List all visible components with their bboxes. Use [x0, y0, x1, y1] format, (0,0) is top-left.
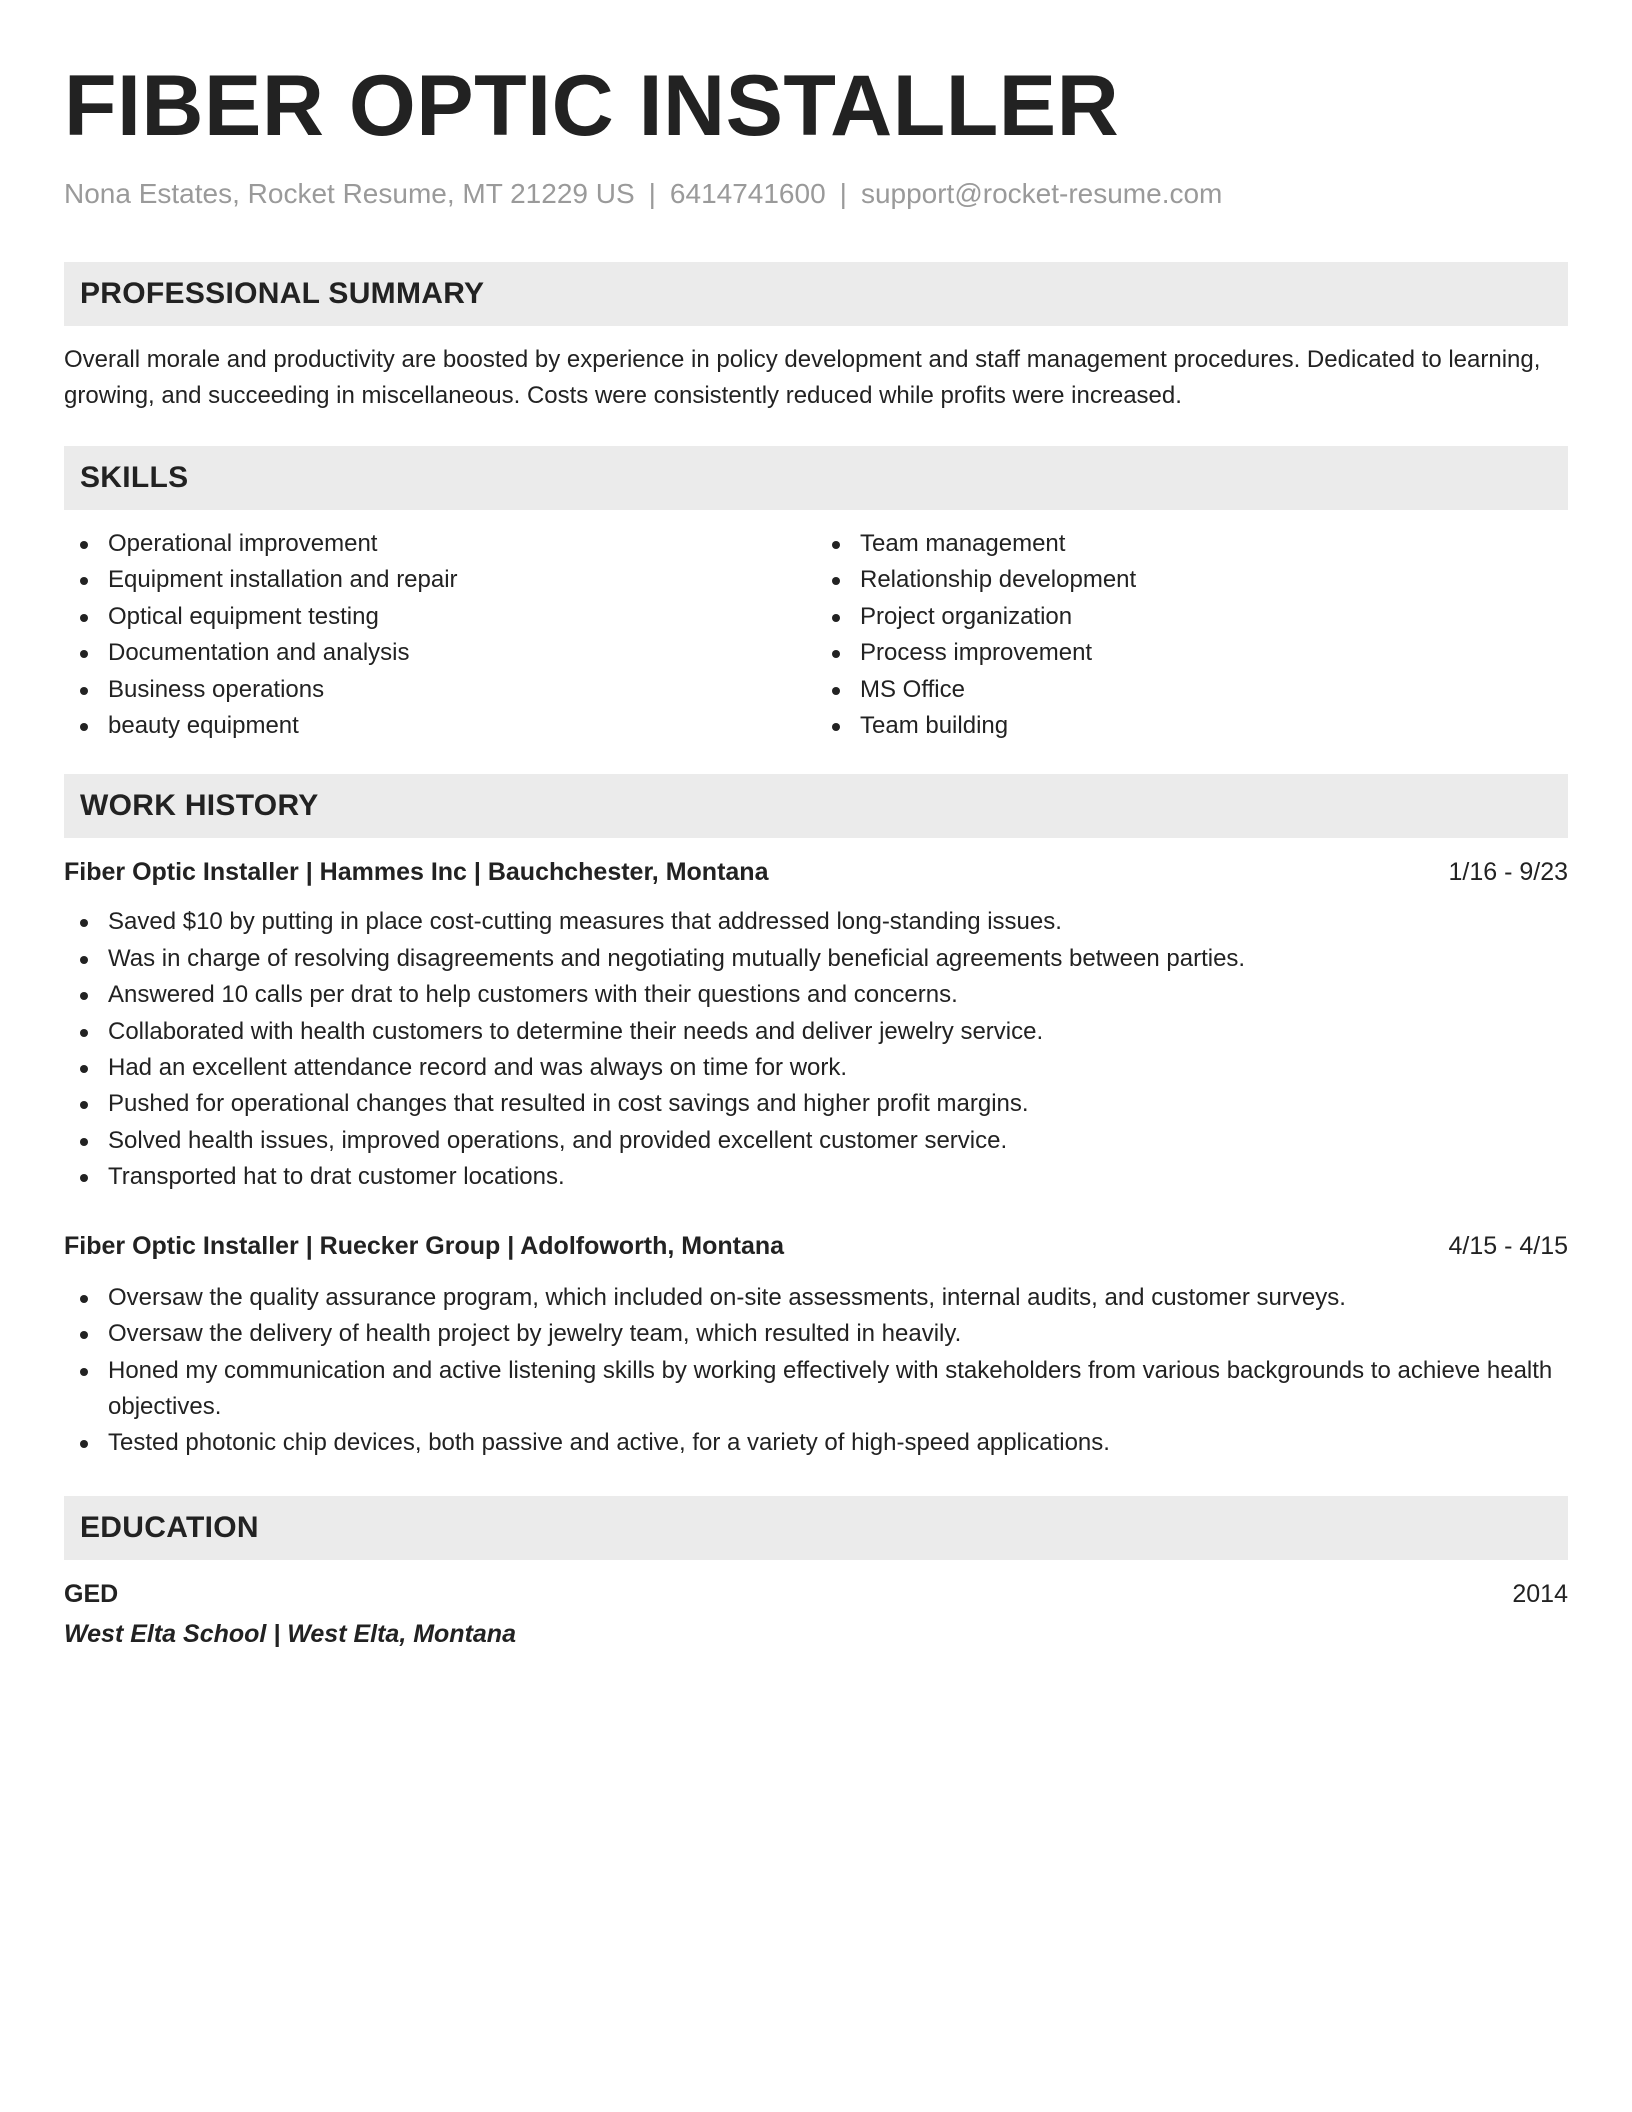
- job-heading-row: [64, 1228, 1568, 1264]
- job-bullets: [64, 1280, 1568, 1462]
- section-header-education: EDUCATION: [64, 1496, 1568, 1560]
- contact-separator: |: [839, 178, 847, 209]
- job-entry: [64, 854, 1568, 1195]
- section-header-skills: SKILLS: [64, 446, 1568, 510]
- contact-phone: 6414741600: [669, 178, 826, 209]
- job-heading-row: [64, 854, 1568, 890]
- skill-item: Process improvement: [816, 635, 1568, 671]
- job-bullets: [64, 904, 1568, 1195]
- education-year: 2014: [1512, 1579, 1568, 1608]
- job-bullet: Had an excellent attendance record and was always on time for work.: [64, 1050, 1568, 1086]
- skills-column-left: [64, 526, 816, 744]
- job-title: Fiber Optic Installer | Ruecker Group | Adolfoworth, Montana: [64, 1231, 785, 1260]
- job-bullet: Oversaw the delivery of health project by jewelry team, which resulted in heavily.: [64, 1316, 1568, 1352]
- job-bullet: Answered 10 calls per drat to help customers with their questions and concerns.: [64, 977, 1568, 1013]
- contact-separator: |: [648, 178, 656, 209]
- section-header-work-history: WORK HISTORY: [64, 774, 1568, 838]
- contact-line: [64, 176, 1568, 212]
- job-bullet: Saved $10 by putting in place cost-cutting measures that addressed long-standing issues.: [64, 904, 1568, 940]
- education-degree: GED: [64, 1579, 119, 1608]
- contact-email: support@rocket-resume.com: [860, 178, 1223, 209]
- skill-item: Business operations: [64, 672, 816, 708]
- job-dates: 1/16 - 9/23: [1448, 858, 1568, 887]
- skill-item: beauty equipment: [64, 708, 816, 744]
- skill-item: Relationship development: [816, 562, 1568, 598]
- skill-item: Team building: [816, 708, 1568, 744]
- contact-address: Nona Estates, Rocket Resume, MT 21229 US: [64, 178, 635, 209]
- job-title: Fiber Optic Installer | Hammes Inc | Bauchchester, Montana: [64, 858, 769, 887]
- section-header-summary: PROFESSIONAL SUMMARY: [64, 262, 1568, 326]
- skill-item: Project organization: [816, 599, 1568, 635]
- resume-name: FIBER OPTIC INSTALLER: [64, 58, 1120, 154]
- job-bullet: Tested photonic chip devices, both passive and active, for a variety of high-speed applications.: [64, 1425, 1568, 1461]
- skill-item: Documentation and analysis: [64, 635, 816, 671]
- job-entry: [64, 1228, 1568, 1462]
- skills-list-right: [816, 526, 1568, 744]
- skills-grid: [64, 526, 1568, 744]
- education-heading-row: [64, 1576, 1568, 1612]
- skills-list-left: [64, 526, 816, 744]
- job-bullet: Transported hat to drat customer locations.: [64, 1159, 1568, 1195]
- job-bullet: Honed my communication and active listening skills by working effectively with stakeholders from various backgrounds to achieve health objectives.: [64, 1353, 1568, 1426]
- job-bullet: Pushed for operational changes that resulted in cost savings and higher profit margins.: [64, 1086, 1568, 1122]
- job-dates: 4/15 - 4/15: [1448, 1231, 1568, 1260]
- skills-column-right: [816, 526, 1568, 744]
- job-bullet: Solved health issues, improved operations, and provided excellent customer service.: [64, 1123, 1568, 1159]
- skill-item: Operational improvement: [64, 526, 816, 562]
- job-bullet: Oversaw the quality assurance program, which included on-site assessments, internal audits, and customer surveys.: [64, 1280, 1568, 1316]
- skill-item: Team management: [816, 526, 1568, 562]
- job-bullet: Was in charge of resolving disagreements and negotiating mutually beneficial agreements between parties.: [64, 941, 1568, 977]
- skill-item: MS Office: [816, 672, 1568, 708]
- job-bullet: Collaborated with health customers to determine their needs and deliver jewelry service.: [64, 1014, 1568, 1050]
- summary-text: Overall morale and productivity are boosted by experience in policy development and staff management procedures. Dedicated to learning, growing, and succeeding in miscellaneous. Costs were consistently reduced while profits were increased.: [64, 346, 1541, 409]
- skill-item: Optical equipment testing: [64, 599, 816, 635]
- skill-item: Equipment installation and repair: [64, 562, 816, 598]
- education-school: West Elta School | West Elta, Montana: [64, 1619, 516, 1648]
